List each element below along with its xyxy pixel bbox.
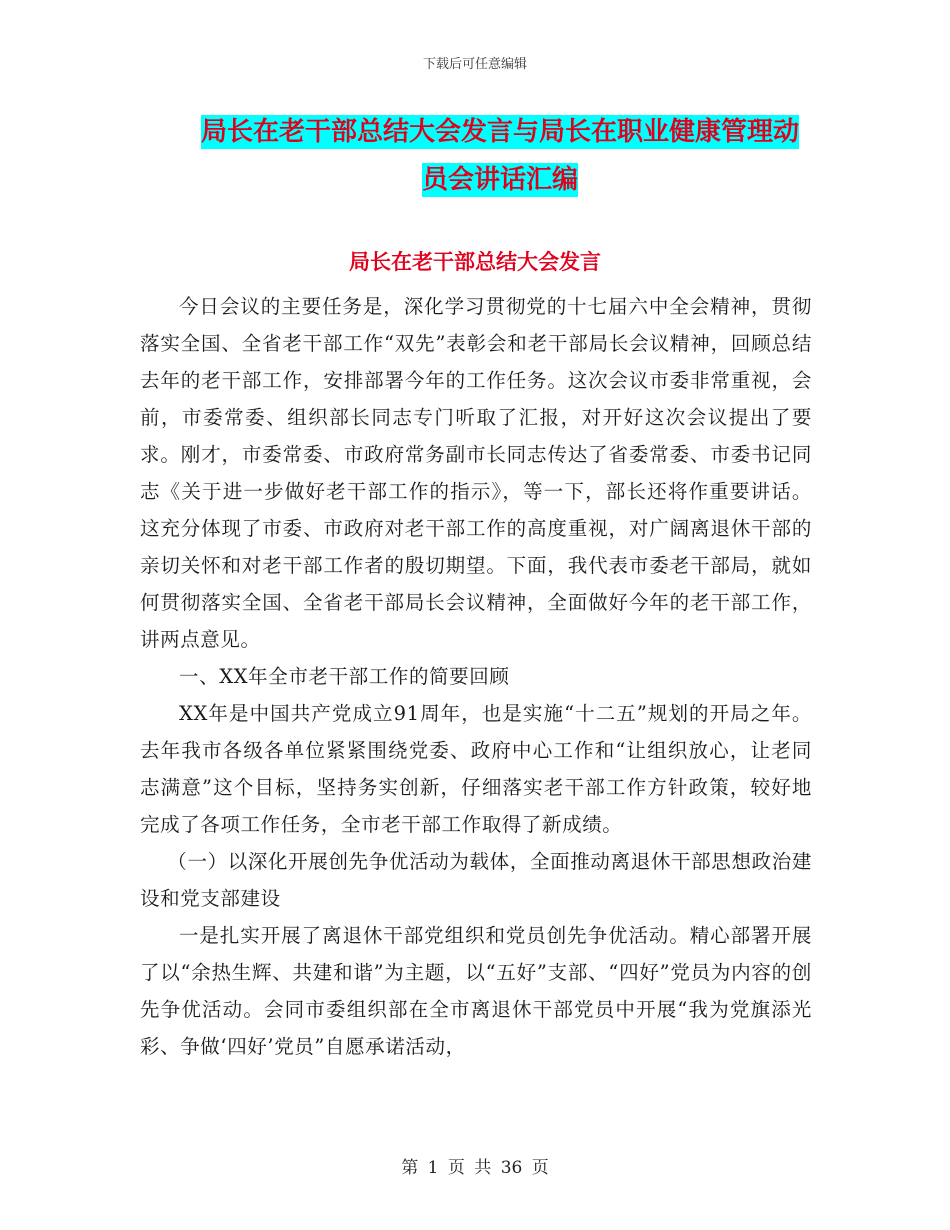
subsection-heading: （一）以深化开展创先争优活动为载体，全面推动离退休干部思想政治建设和党支部建设 <box>140 850 812 910</box>
paragraph: 今日会议的主要任务是，深化学习贯彻党的十七届六中全会精神，贯彻落实全国、全省老干部工作“双先”表彰会和老干部局长会议精神，回顾总结去年的老干部工作，安排部署今年的工作任务。这次会议市委非常重视，会前，市委常委、组织部长同志专门听取了汇报，对开好这次会议提出了要求。刚才，市委常委、市政府常务副市长同志传达了省委常委、市委书记同志《关于进一步做好老干部工作的指示》，等一下，部长还将作重要讲话。这充分体现了市委、市政府对老干部工作的高度重视，对广阔离退休干部的亲切关怀和对老干部工作者的殷切期望。下面，我代表市委老干部局，就如何贯彻落实全国、全省老干部局长会议精神，全面做好今年的老干部工作，讲两点意见。 <box>140 295 812 651</box>
section-heading: 一、XX年全市老干部工作的简要回顾 <box>179 665 510 688</box>
paragraph: 一是扎实开展了离退休干部党组织和党员创先争优活动。精心部署开展了以“余热生辉、共建和谐”为主题，以“五好”支部、“四好”党员为内容的创先争优活动。会同市委组织部在全市离退休干部党员中开展“我为党旗添光彩、争做‘四好’党员”自愿承诺活动， <box>140 924 812 1058</box>
body-text <box>140 288 812 1065</box>
document-title <box>190 108 810 204</box>
paragraph: XX年是中国共产党成立91周年，也是实施“十二五”规划的开局之年。去年我市各级各单位紧紧围绕党委、政府中心工作和“让组织放心，让老同志满意”这个目标，坚持务实创新，仔细落实老干部工作方针政策，较好地完成了各项工作任务，全市老干部工作取得了新成绩。 <box>140 702 812 836</box>
document-title-line2: 员会讲话汇编 <box>421 165 578 195</box>
page-number: 第 1 页 共 36 页 <box>401 1158 549 1178</box>
document-title-line1: 局长在老干部总结大会发言与局长在职业健康管理动 <box>200 117 799 147</box>
section-title: 局长在老干部总结大会发言 <box>349 250 601 274</box>
header-note: 下载后可任意编辑 <box>422 57 527 72</box>
